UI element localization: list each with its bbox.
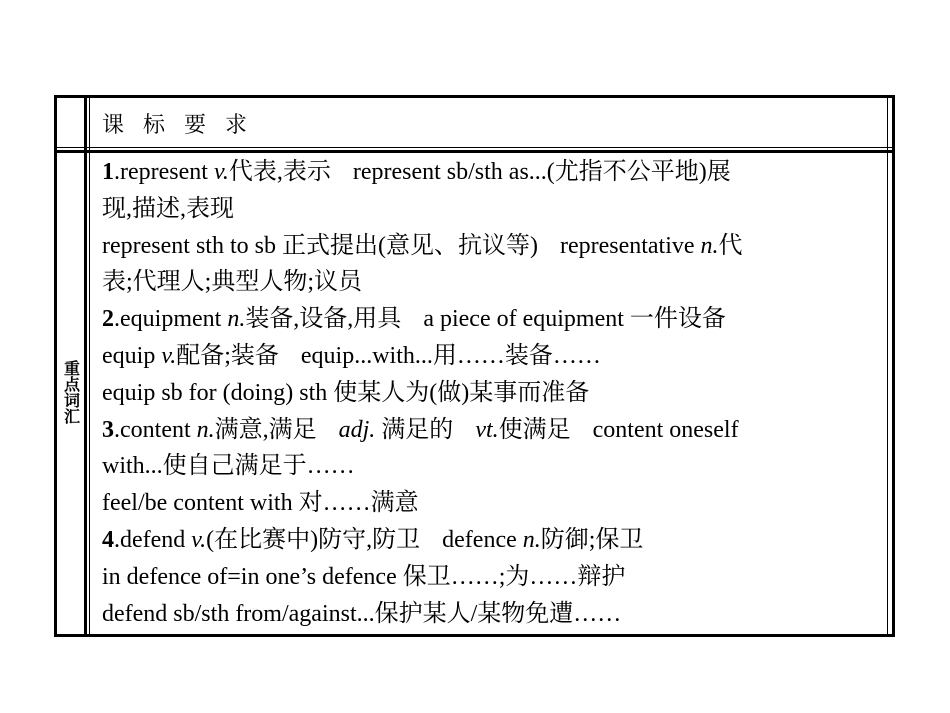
- entry-line: 4.defend v.(在比赛中)防守,防卫 defence n.防御;保卫: [102, 526, 644, 553]
- entry-line: 表;代理人;典型人物;议员: [102, 269, 363, 296]
- entry-line: defend sb/sth from/against...保护某人/某物免遭……: [102, 600, 622, 627]
- entry-line: feel/be content with 对……满意: [102, 490, 419, 517]
- entry-line: with...使自己满足于……: [102, 453, 355, 480]
- entry-line: 1.represent v.代表,表示 represent sb/sth as...(尤指不公平地)展: [102, 159, 731, 185]
- entry-line: in defence of=in one’s defence 保卫……;为……辩护: [102, 563, 626, 590]
- vocabulary-content: [102, 154, 872, 632]
- entry-line: 2.equipment n.装备,设备,用具 a piece of equipment 一件设备: [102, 306, 726, 333]
- entry-line: represent sth to sb 正式提出(意见、抗议等) representative n.代: [102, 232, 743, 259]
- entry-line: 现,描述,表现: [102, 195, 234, 222]
- entry-line: equip sb for (doing) sth 使某人为(做)某事而准备: [102, 379, 590, 406]
- table-header-title: 课 标 要 求: [102, 113, 253, 138]
- side-label-cell: [57, 150, 84, 634]
- table-inner-line-right: [887, 98, 888, 634]
- entry-line: equip v.配备;装备 equip...with...用……装备……: [102, 342, 601, 369]
- table-inner-line-left: [89, 98, 90, 634]
- table-inner-line-top: [57, 147, 892, 148]
- entry-line: 3.content n.满意,满足 adj. 满足的 vt.使满足 content oneself: [102, 416, 739, 443]
- table-divider-horizontal: [54, 150, 895, 153]
- table-divider-vertical: [84, 95, 87, 637]
- side-label: 重点词汇: [61, 360, 81, 424]
